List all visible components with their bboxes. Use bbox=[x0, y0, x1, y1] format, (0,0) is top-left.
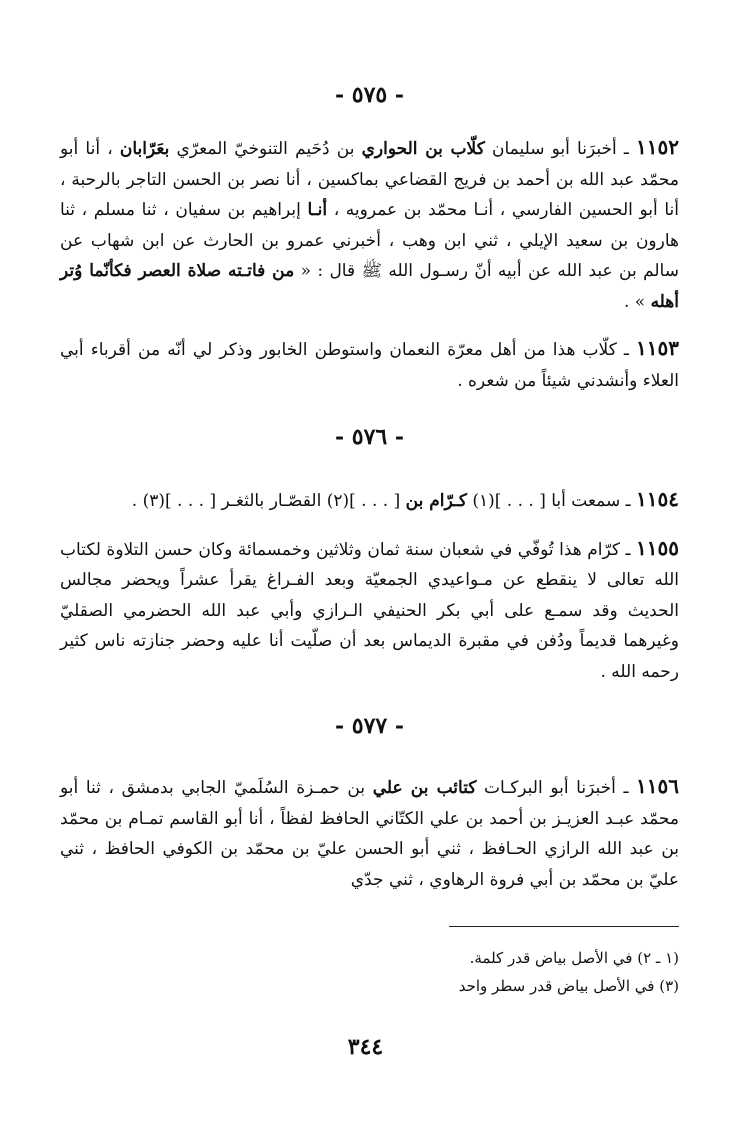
footnotes bbox=[60, 944, 679, 1000]
person-name: كـرّام بن bbox=[405, 491, 467, 511]
footnote-3: (٣) في الأصل بياض قدر سطر واحد bbox=[458, 977, 679, 995]
page-number: ٣٤٤ bbox=[347, 1034, 384, 1060]
entry-1155: ١١٥٥ ـ كرّام هذا تُوفّي في شعبان سنة ثمان وثلاثين وخمسمائة وكان حسن التلاوة لكتاب الله تعالى لا ينقطع عن مـواعيدي الجمعيّة وبعد الفـراغ يقرأ عشراً ويحضر مجالس الحديث وقد سمـع على أبي بكر الحنيفي الـرازي وأبي عبد الله الحضرمي الصقليّ وغيرهما قديماً ودُفن في مقبرة الديماس بعد أن صلّيت أنا عليه وحضر جنازته ناس كثير رحمه الله . bbox=[60, 535, 679, 682]
section-heading-575: - ٥٧٥ - bbox=[334, 82, 405, 108]
entry-number: ١١٥٢ bbox=[636, 135, 679, 159]
footnote-rule bbox=[449, 926, 679, 927]
entry-number: ١١٥٣ bbox=[636, 336, 679, 360]
entry-number: ١١٥٥ bbox=[636, 535, 679, 560]
section-heading-576: - ٥٧٦ - bbox=[334, 424, 405, 450]
footnote-1-2: (١ ـ ٢) في الأصل بياض قدر كلمة. bbox=[469, 949, 679, 967]
person-name: كلّاب بن الحواري bbox=[361, 139, 485, 159]
entry-1153: ١١٥٣ ـ كلّاب هذا من أهل معرّة النعمان واستوطن الخابور وذكر لي أنّه من أقرباء أبي العلاء وأنشدني شيئاً من شعره . bbox=[60, 336, 679, 391]
entry-1156: ١١٥٦ ـ أخبرَنا أبو البركـات كتائب بن علي بن حمـزة السُلَميّ الجابي بدمشق ، ثنا أبو محمّد عبـد العزيـز بن أحمد بن علي الكتّاني الحافظ لفظاً ، أنا أبو القاسم تمـام بن محمّد بن عبد الله الرازي الحـافظ ، ثني أبو الحسن عليّ بن محمّد بن الكوفي الحافظ ، ثني عليّ بن محمّد بن أبي فروة الرهاوي ، ثني جدّي bbox=[60, 774, 680, 890]
entry-1154: ١١٥٤ ـ سمعت أبا [ . . . ](١) كـرّام بن [ . . . ](٢) القصّـار بالثغـر [ . . . ](٣) . bbox=[131, 487, 679, 511]
section-heading-577: - ٥٧٧ - bbox=[334, 713, 405, 739]
place-name: بعَرّابان bbox=[119, 139, 170, 159]
entry-1152: ١١٥٢ ـ أخبرَنا أبو سليمان كلّاب بن الحواري بن دُحَيم التنوخيّ المعرّي بعَرّابان ، أنا أبو محمّد عبد الله بن أحمد بن فريج القضاعي بماكسين ، أنا نصر بن الحسن التاجر بالرحبة ، أنا أبو الحسين الفارسي ، أنـا محمّد بن عمرويه ، أنـا إبراهيم بن سفيان ، ثنا مسلم ، ثنا هارون بن سعيد الإيلي ، ثني ابن وهب ، أخبرني عمرو بن الحارث عن ابن شهاب عن سالم بن عبد الله عن أبيه أنّ رسـول الله ﷺ قال : « من فاتـته صلاة العصر فكأنّما وُتر أهله » . bbox=[60, 135, 679, 312]
hadith-text: من فاتـته صلاة العصر فكأنّما وُتر أهله bbox=[60, 261, 679, 312]
entry-number: ١١٥٤ bbox=[636, 487, 679, 511]
person-name: كتائب بن علي bbox=[372, 778, 477, 798]
entry-number: ١١٥٦ bbox=[636, 774, 680, 798]
